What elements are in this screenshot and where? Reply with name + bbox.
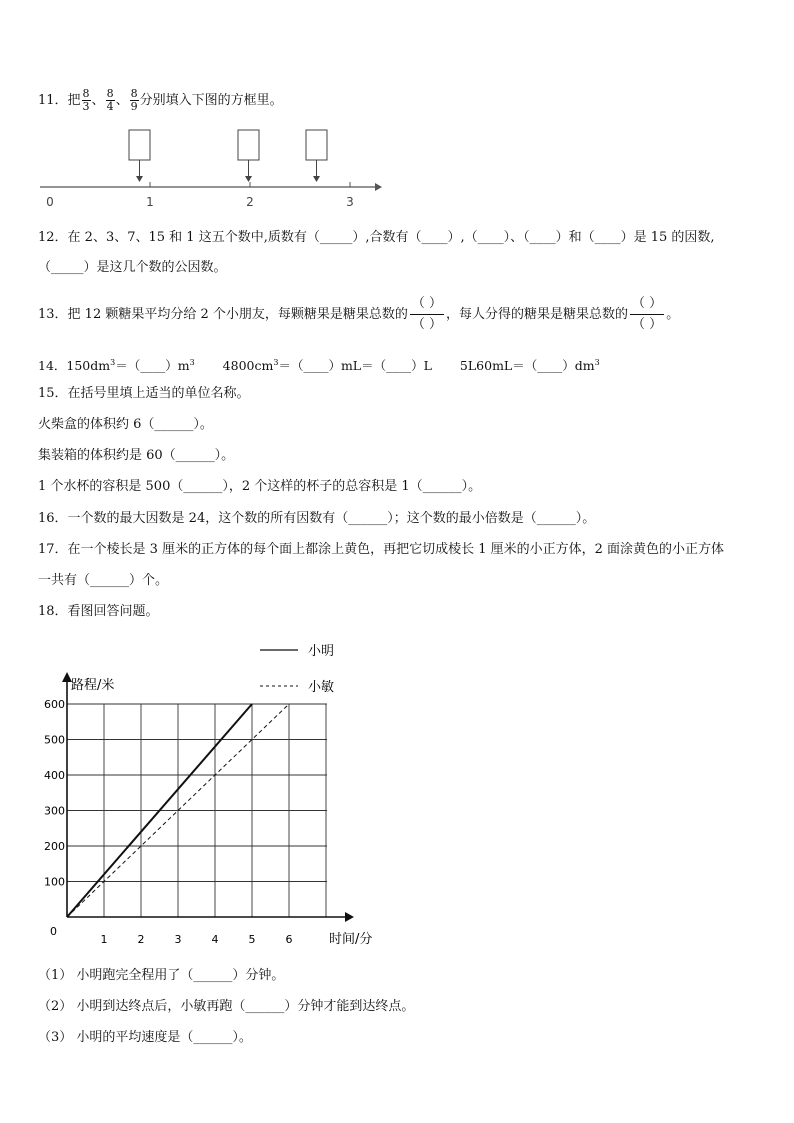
q15-title: 15．在括号里填上适当的单位名称。 [38,386,250,401]
arrow-head-icon [375,183,382,191]
separator: 、 [115,93,129,108]
q14-b: ＝（____）m [115,358,190,374]
x-tick-label: 6 [285,933,293,946]
y-tick-label: 400 [44,769,65,782]
fraction-8-3: $\frac{8}{3}$ [82,87,90,113]
q18-sub2: （2） 小明到达终点后，小敏再跑（______）分钟才能到达终点。 [38,999,415,1014]
q17-line2: 一共有（______）个。 [38,573,169,588]
q14-e: 5L60mL＝（____）dm [459,358,595,374]
x-tick-label: 2 [137,933,145,946]
q11-prefix: 11．把 [38,93,81,108]
y-tick-label: 600 [44,698,65,711]
answer-box-1[interactable] [129,130,150,160]
q18-title: 18．看图回答问题。 [38,604,159,619]
distance-time-chart [30,632,410,952]
fraction-8-9: $\frac{8}{9}$ [130,87,138,113]
q14-text [38,354,600,375]
blank-fraction-2[interactable]: （ ） （ ） [632,296,663,332]
fraction-8-4: $\frac{8}{4}$ [106,87,114,113]
y-tick-label: 300 [44,804,65,818]
x-axis-label: 时间/分 [329,932,373,947]
q12-line1: 12．在 2、3、7、15 和 1 这五个数中,质数有（_____）,合数有（____）,（____）、（____）和（____）是 15 的因数, [38,230,715,245]
answer-box-2[interactable] [238,130,259,160]
pointer-arrow-icon [313,176,320,182]
q14-c-sup: 3 [273,358,279,367]
q12-line2: （_____）是这几个数的公因数。 [38,260,227,275]
q11-suffix: 分别填入下图的方框里。 [139,93,283,108]
tick-label-2: 2 [246,195,254,209]
tick-label-0: 0 [46,195,54,209]
q14-b-sup: 3 [189,358,195,367]
legend-label-2: 小敏 [308,680,335,695]
q16-text: 16．一个数的最大因数是 24，这个数的所有因数有（______）；这个数的最小倍数是（______）。 [38,511,596,526]
number-line-figure [30,122,390,214]
y-axis-label: 路程/米 [71,678,115,693]
q14-d: ＝（____）mL＝（____）L [278,358,432,374]
x-tick-label: 4 [211,933,219,946]
q14-c: 4800cm [222,358,274,374]
x-tick-label: 3 [174,933,182,946]
q14-e-sup: 3 [594,358,600,367]
q14-a-sup: 3 [110,358,116,367]
legend-label-1: 小明 [308,644,335,659]
tick-label-1: 1 [146,195,154,209]
q11-text [38,88,283,113]
origin-label: 0 [50,925,57,938]
q17-line1: 17．在一个棱长是 3 厘米的正方体的每个面上都涂上黄色，再把它切成棱长 1 厘米的小正方体，2 面涂黄色的小正方体 [38,542,725,557]
x-tick-label: 1 [100,933,108,946]
answer-box-3[interactable] [306,130,327,160]
q14-a: 14．150dm [38,358,111,374]
q13-part3: 。 [666,307,680,322]
pointer-arrow-icon [245,176,252,182]
tick-label-3: 3 [346,195,354,209]
y-tick-label: 500 [44,733,65,747]
q13-part2: ，每人分得的糖果是糖果总数的 [446,307,629,322]
q13-text [38,295,679,335]
separator: 、 [91,93,105,108]
q13-part1: 13．把 12 颗糖果平均分给 2 个小朋友，每颗糖果是糖果总数的 [38,307,408,322]
y-tick-label: 100 [44,875,65,889]
q15-line2: 集装箱的体积约是 60（______）。 [38,448,235,463]
q18-sub1: （1） 小明跑完全程用了（______）分钟。 [38,968,285,983]
q15-line1: 火柴盒的体积约 6（______）。 [38,417,213,432]
pointer-arrow-icon [136,176,143,182]
q18-sub3: （3） 小明的平均速度是（______）。 [38,1030,252,1045]
q15-line3: 1 个水杯的容积是 500（______），2 个这样的杯子的总容积是 1（______）。 [38,479,482,494]
blank-fraction-1[interactable]: （ ） （ ） [411,296,443,332]
y-tick-label: 200 [44,840,65,853]
x-axis-arrow-icon [345,912,354,922]
x-tick-label: 5 [248,933,256,946]
